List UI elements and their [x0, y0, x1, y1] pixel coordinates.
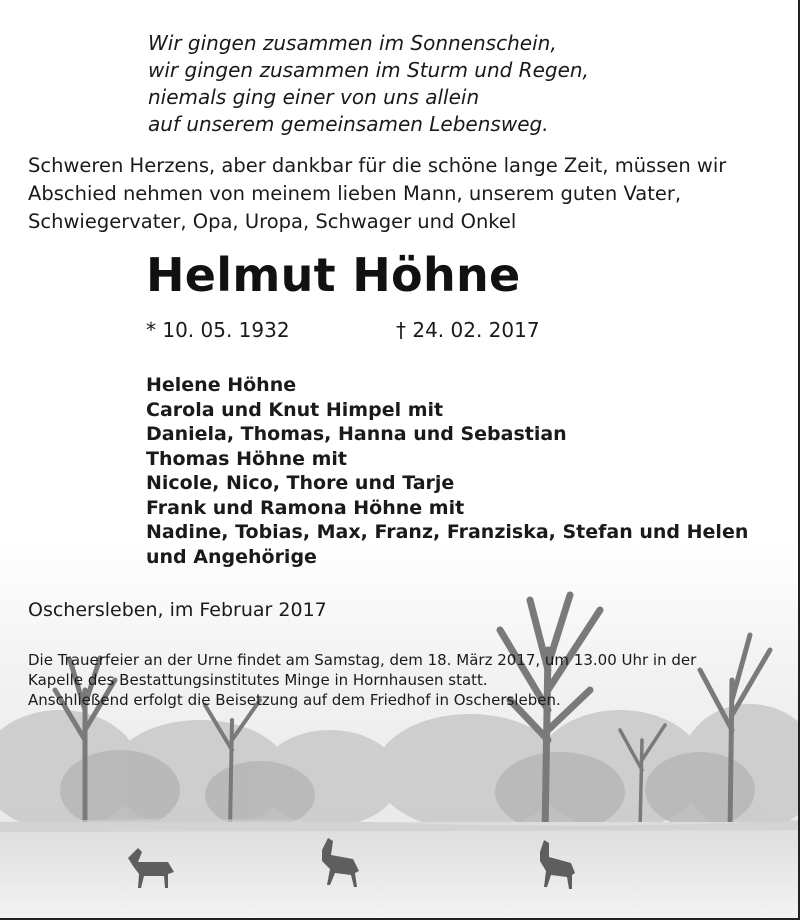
mourner-line: Nadine, Tobias, Max, Franz, Franziska, Stefan und Helen [146, 521, 749, 543]
mourner-line: und Angehörige [146, 545, 317, 568]
death-date: † 24. 02. 2017 [396, 318, 540, 342]
mourner-line: Frank und Ramona Höhne mit [146, 496, 465, 519]
notice-line: Kapelle des Bestattungsinstitutes Minge in Hornhausen statt. [28, 671, 488, 689]
mourner-line: Daniela, Thomas, Hanna und Sebastian [146, 423, 567, 445]
mourner-line: Thomas Höhne mit [146, 447, 347, 470]
birth-date: * 10. 05. 1932 [146, 318, 290, 342]
mourner-line: Carola und Knut Himpel mit [146, 398, 444, 421]
notice-line: Anschließend erfolgt die Beisetzung auf dem Friedhof in Oschersleben. [28, 691, 561, 709]
notice-line: Die Trauerfeier an der Urne findet am Samstag, dem 18. März 2017, um 13.00 Uhr in der [28, 651, 697, 669]
intro-text: Schweren Herzens, aber dankbar für die schöne lange Zeit, müssen wir Abschied nehmen von meinem lieben Mann, unserem guten Vater, Schwiegervater, Opa, Uropa, Schwager und Onkel [28, 154, 727, 233]
poem-line: Wir gingen zusammen im Sonnenschein, [148, 31, 557, 55]
mourner-line: Nicole, Nico, Thore und Tarje [146, 472, 455, 494]
place-and-date: Oschersleben, im Februar 2017 [28, 599, 327, 621]
mourner-line: Helene Höhne [146, 374, 297, 396]
deceased-name: Helmut Höhne [146, 248, 521, 302]
poem-line: wir gingen zusammen im Sturm und Regen, [148, 58, 589, 82]
poem-line: auf unserem gemeinsamen Lebensweg. [148, 112, 549, 136]
poem-line: niemals ging einer von uns allein [148, 85, 480, 109]
